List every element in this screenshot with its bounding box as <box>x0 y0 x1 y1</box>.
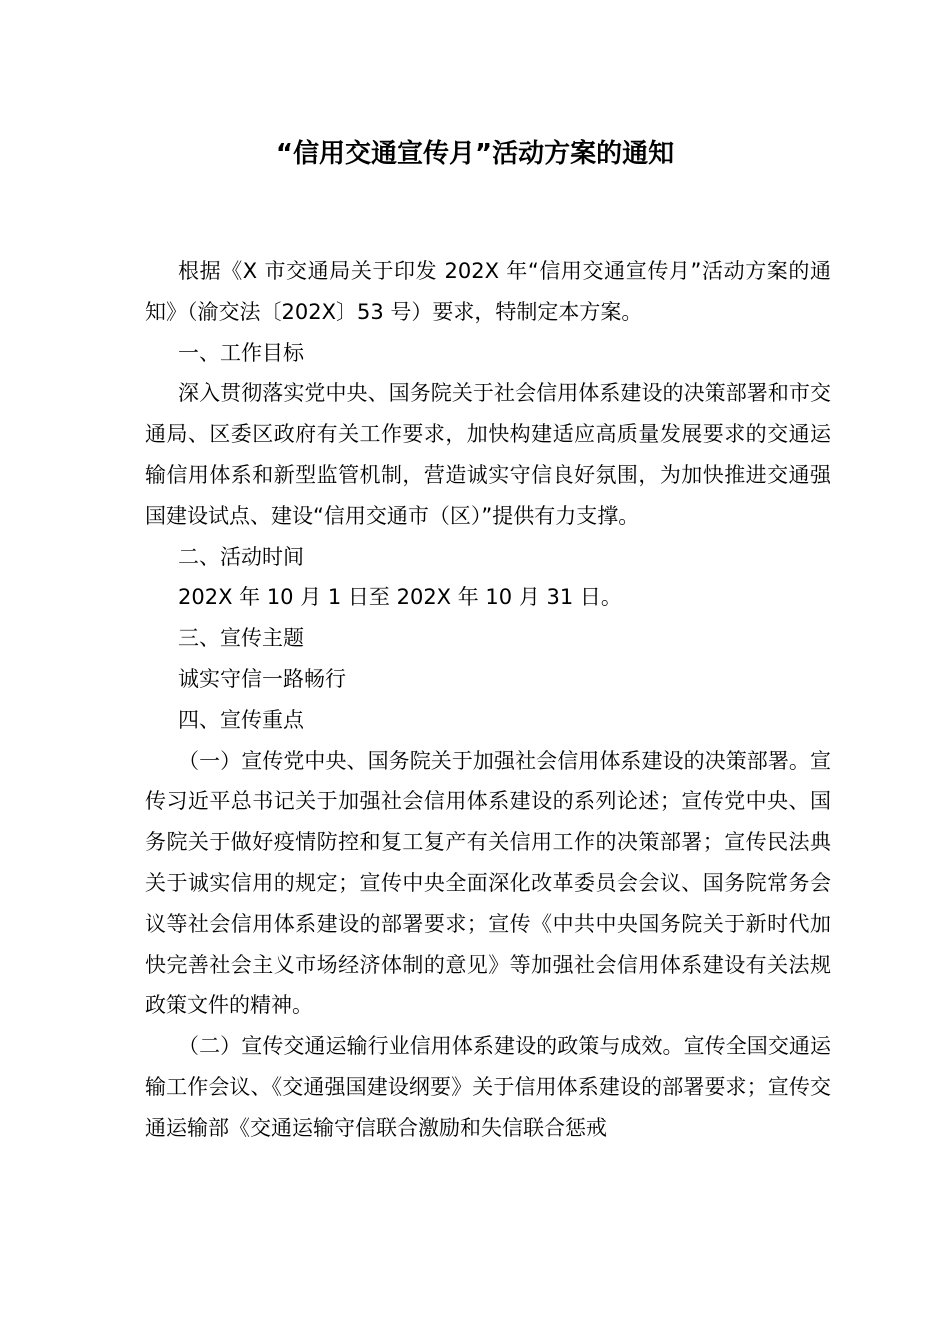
intro-paragraph: 根据《X 市交通局关于印发 202X 年“信用交通宣传月”活动方案的通知》（渝交法〔202X〕53 号）要求，特制定本方案。 <box>145 259 831 324</box>
section-heading-focus: 四、宣传重点 <box>178 707 304 732</box>
section-heading-goals: 一、工作目标 <box>178 340 304 365</box>
section-heading-theme: 三、宣传主题 <box>178 626 304 651</box>
document-title: “信用交通宣传月”活动方案的通知 <box>275 139 675 169</box>
document-body <box>145 251 831 1149</box>
time-paragraph: 202X 年 10 月 1 日至 202X 年 10 月 31 日。 <box>178 585 622 610</box>
goals-paragraph: 深入贯彻落实党中央、国务院关于社会信用体系建设的决策部署和市交通局、区委区政府有关工作要求，加快构建适应高质量发展要求的交通运输信用体系和新型监管机制，营造诚实守信良好氛围，为加快推进交通强国建设试点、建设“信用交通市（区）”提供有力支撑。 <box>145 381 831 528</box>
focus-item-1: （一）宣传党中央、国务院关于加强社会信用体系建设的决策部署。宣传习近平总书记关于加强社会信用体系建设的系列论述；宣传党中央、国务院关于做好疫情防控和复工复产有关信用工作的决策部署；宣传民法典关于诚实信用的规定；宣传中央全面深化改革委员会会议、国务院常务会议等社会信用体系建设的部署要求；宣传《中共中央国务院关于新时代加快完善社会主义市场经济体制的意见》等加强社会信用体系建设有关法规政策文件的精神。 <box>145 748 831 1018</box>
section-heading-time: 二、活动时间 <box>178 544 304 569</box>
theme-paragraph: 诚实守信一路畅行 <box>178 666 346 691</box>
focus-item-2: （二）宣传交通运输行业信用体系建设的政策与成效。宣传全国交通运输工作会议、《交通强国建设纲要》关于信用体系建设的部署要求；宣传交通运输部《交通运输守信联合激励和失信联合惩戒 <box>145 1034 831 1140</box>
